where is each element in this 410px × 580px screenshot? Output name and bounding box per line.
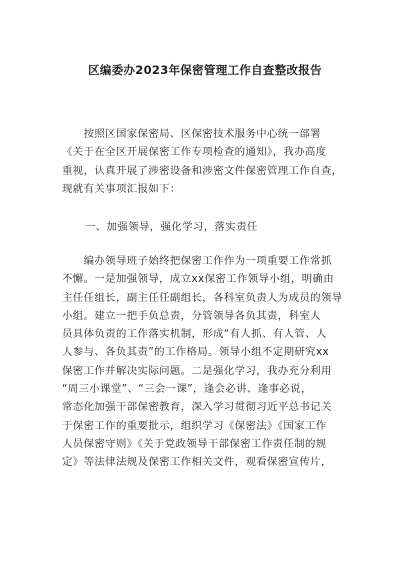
paragraph-line: 人参与、各负其责”的工作格局。领导小组不定期研究xx (62, 346, 330, 359)
paragraph-line: 员具体负责的工作落实机制，形成“有人抓、有人管、人 (62, 328, 327, 341)
section-heading: 一、加强领导，强化学习，落实责任 (85, 221, 258, 233)
paragraph-line: 于保密工作的重要批示，组织学习《保密法》《国家工作 (62, 419, 327, 432)
paragraph-line: “周三小课堂”、“三会一课”，逢会必讲、逢事必说， (62, 383, 312, 396)
intro-paragraph (62, 125, 352, 198)
paragraph-line: 人员保密守则》《关于党政领导干部保密工作责任制的规 (62, 437, 327, 450)
paragraph-line: 常态化加强干部保密教育，深入学习贯彻习近平总书记关 (62, 401, 332, 414)
paragraph-line: 小组。建立一把手负总责，分管领导各负其责，科室人 (62, 309, 321, 322)
section-paragraph (62, 252, 352, 472)
intro-line: 《关于在全区开展保密工作专项检查的通知》，我办高度 (62, 146, 327, 159)
intro-line: 重视，认真开展了涉密设备和涉密文件保密管理工作自查， (62, 164, 343, 177)
intro-line: 现就有关事项汇报如下： (62, 182, 181, 195)
paragraph-line: 保密工作并解决实际问题。二是强化学习，我办充分利用 (62, 364, 332, 377)
paragraph-line: 编办领导班子始终把保密工作作为一项重要工作常抓 (62, 255, 332, 267)
paragraph-line: 不懈。一是加强领导，成立xx保密工作领导小组，明确由 (62, 273, 335, 286)
intro-line: 按照区国家保密局、区保密技术服务中心统一部署 (62, 128, 321, 140)
paragraph-line: 主任任组长，副主任任副组长，各科室负责人为成员的领导 (62, 291, 343, 304)
paragraph-line: 定》等法律法规及保密工作相关文件，观看保密宣传片， (62, 456, 332, 469)
document-title: 区编委办2023年保密管理工作自查整改报告 (88, 63, 322, 77)
